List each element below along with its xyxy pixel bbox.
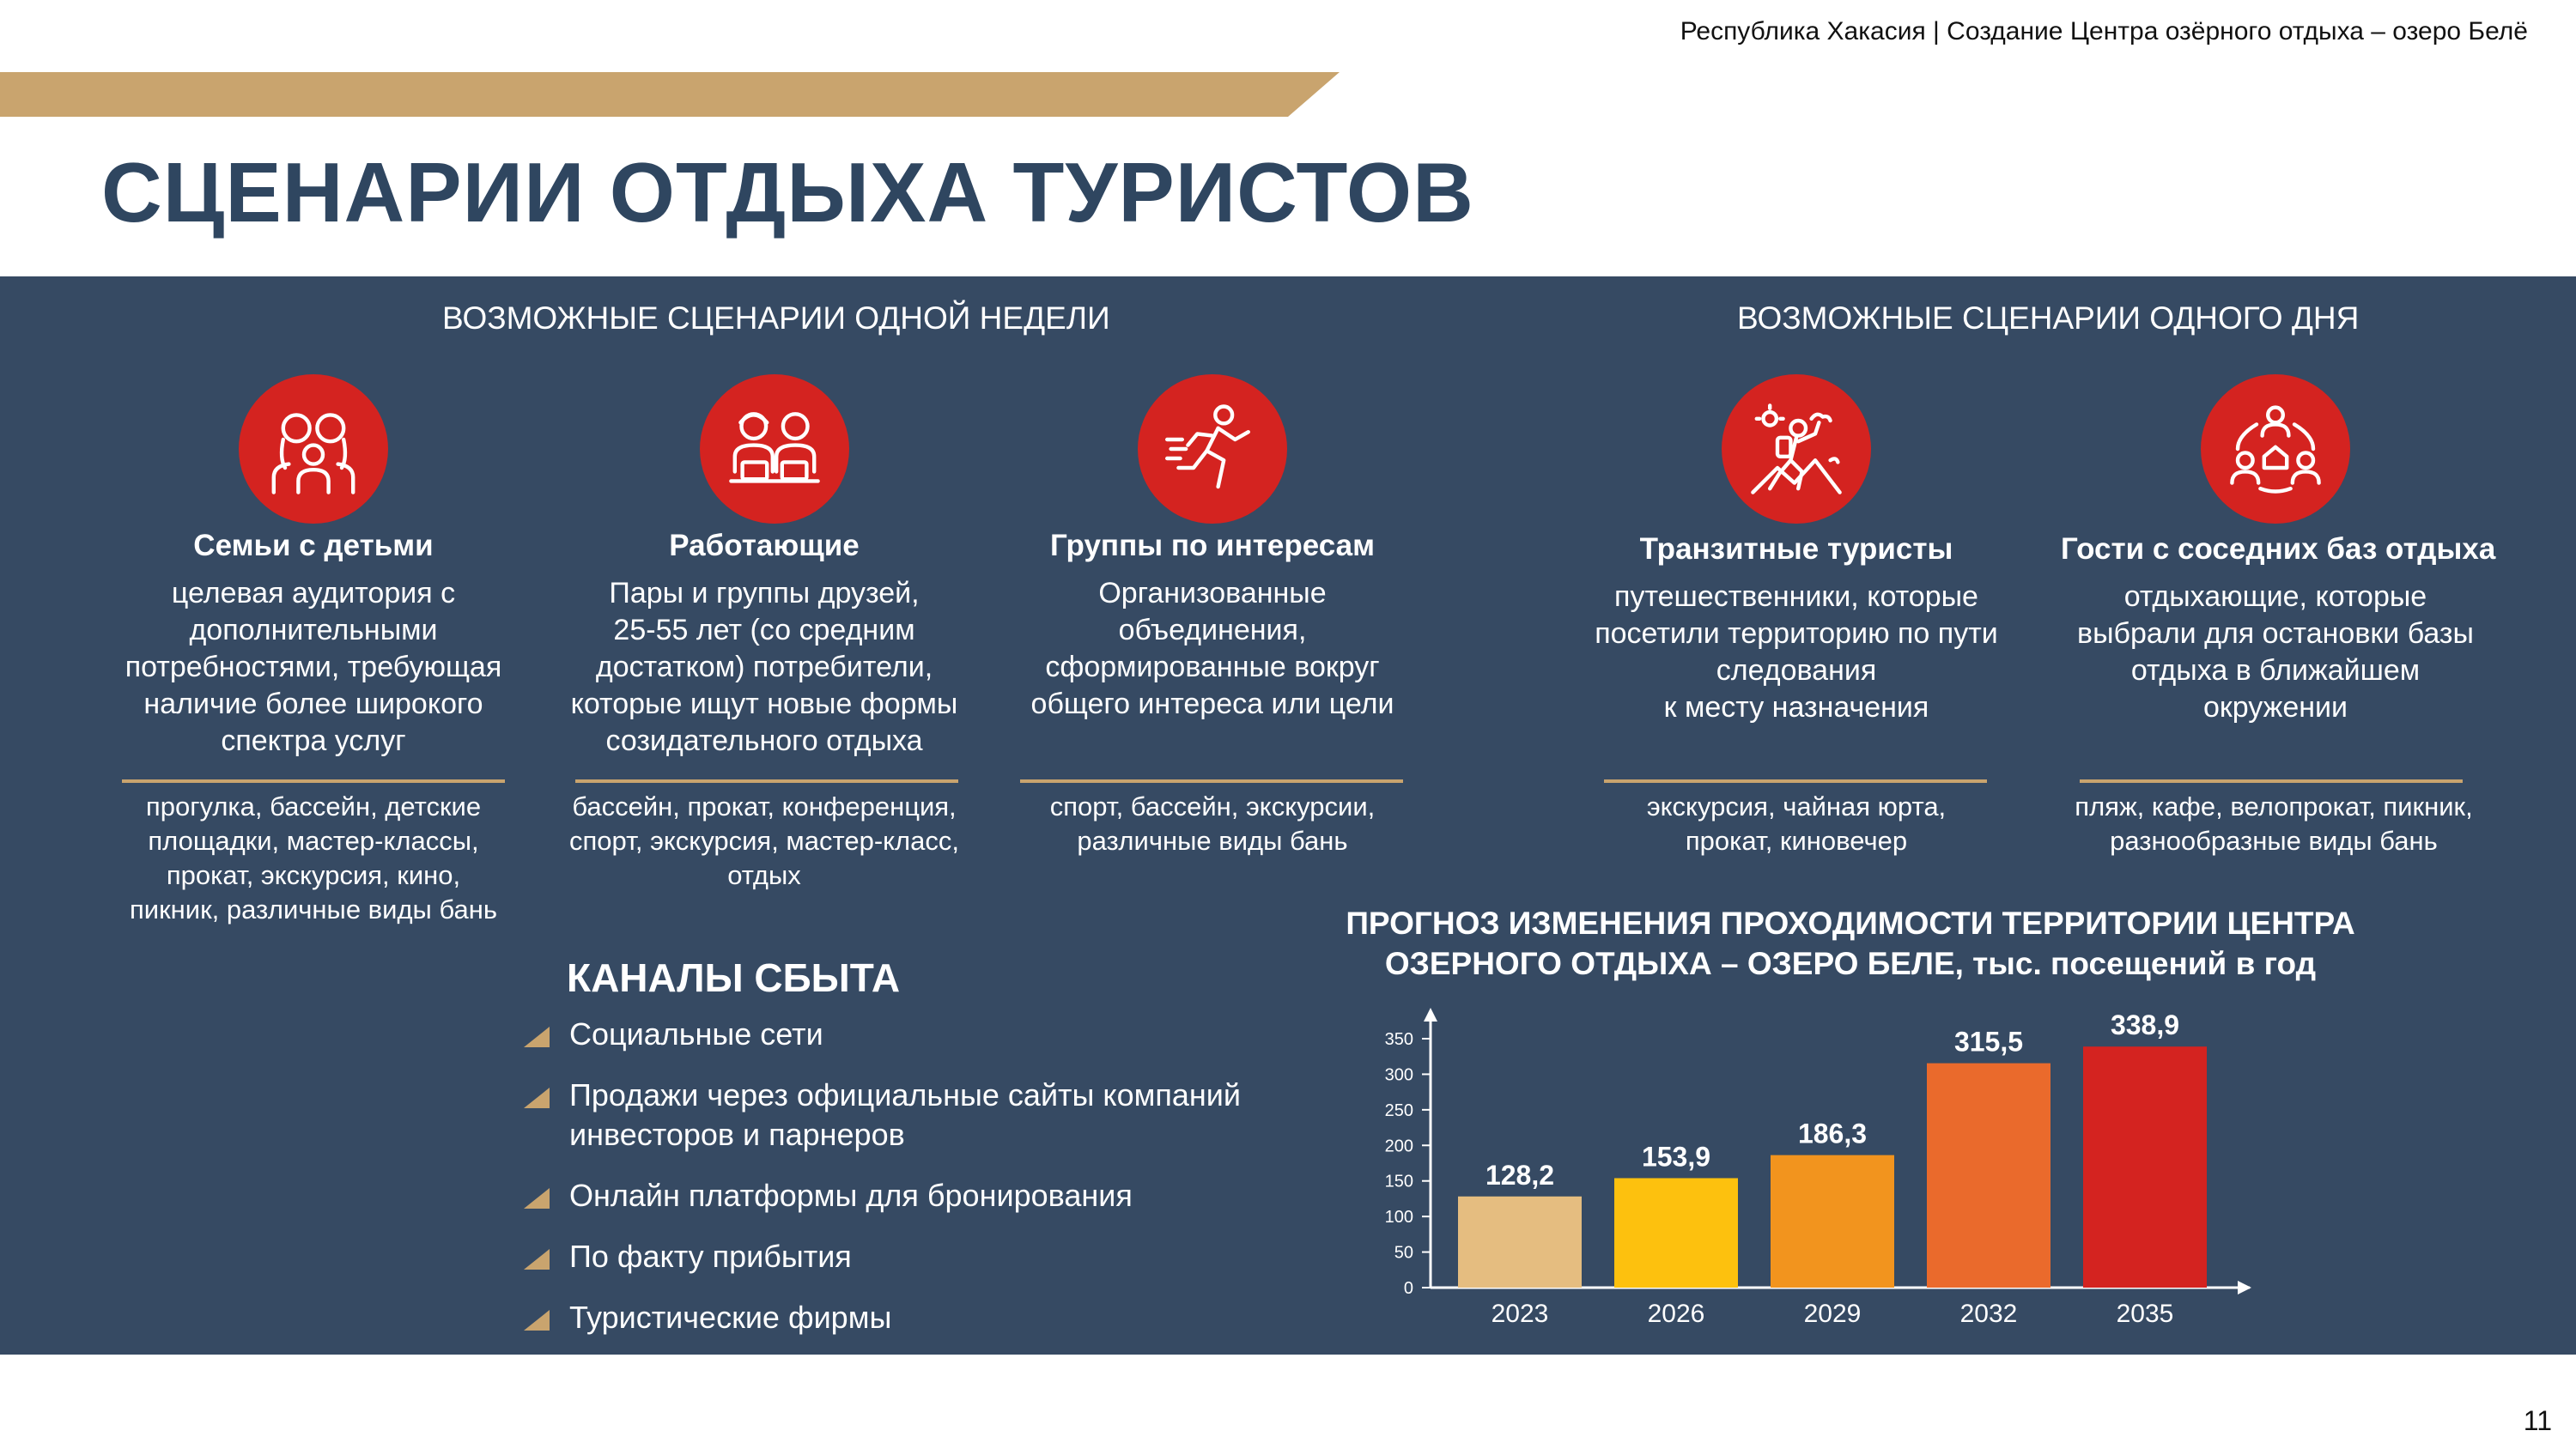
network-people-icon: [2228, 402, 2323, 496]
x-tick-label: 2032: [1959, 1300, 2018, 1328]
services-line: отдых: [727, 860, 801, 890]
bar-value-label: 186,3: [1797, 1118, 1868, 1149]
channel-item: [524, 1176, 1297, 1216]
desc-line: к месту назначения: [1663, 691, 1929, 724]
x-tick-label: 2029: [1803, 1300, 1862, 1328]
services-line: различные виды бань: [1077, 826, 1348, 856]
day-heading: ВОЗМОЖНЫЕ СЦЕНАРИИ ОДНОГО ДНЯ: [1737, 300, 2360, 336]
divider: [1604, 779, 1987, 783]
desc-line: окружении: [2202, 691, 2348, 724]
channel-line: Туристические фирмы: [569, 1300, 892, 1335]
card-description: [1006, 575, 1419, 723]
channel-item: [524, 1298, 1297, 1337]
hiker-icon-circle: [1722, 374, 1871, 524]
desc-line: Пары и группы друзей,: [609, 577, 920, 609]
bar-2035: [2083, 1046, 2207, 1288]
y-tick-label: 200: [1384, 1137, 1413, 1156]
card-description: [558, 575, 970, 760]
desc-line: Организованные: [1098, 577, 1327, 609]
hiker-icon: [1749, 402, 1844, 496]
card-families: [107, 529, 519, 760]
desc-line: 25-55 лет (со средним: [613, 614, 915, 646]
chart-title-line: ОЗЕРНОГО ОТДЫХА – ОЗЕРО БЕЛЕ, тыс. посещений в год: [1384, 946, 2317, 981]
services-line: площадки, мастер-классы,: [148, 826, 479, 856]
gold-band: [0, 72, 2576, 117]
services-line: спорт, экскурсия, мастер-класс,: [569, 826, 959, 856]
bullet-triangle-icon: [524, 1027, 550, 1047]
card-description: [2061, 579, 2490, 726]
channel-line: По факту прибытия: [569, 1239, 852, 1274]
services-line: пикник, различные виды бань: [129, 894, 498, 925]
services-interest-groups: [998, 790, 1427, 858]
divider: [1020, 779, 1403, 783]
desc-line: посетили территорию по пути: [1595, 617, 1998, 650]
channel-line: Социальные сети: [569, 1016, 823, 1052]
desc-line: общего интереса или цели: [1030, 688, 1394, 720]
desc-line: дополнительными: [189, 614, 438, 646]
desc-line: отдыха в ближайшем: [2130, 654, 2421, 687]
x-tick-label: 2023: [1491, 1300, 1549, 1328]
y-tick-label: 0: [1403, 1279, 1413, 1298]
desc-line: следования: [1716, 654, 1877, 687]
document-header: Республика Хакасия | Создание Центра озёрного отдыха – озеро Белё: [1680, 17, 2528, 45]
chart-title-line: ПРОГНОЗ ИЗМЕНЕНИЯ ПРОХОДИМОСТИ ТЕРРИТОРИИ ЦЕНТРА: [1346, 906, 2355, 941]
card-transit-tourists: [1590, 532, 2002, 726]
bullet-triangle-icon: [524, 1188, 550, 1209]
page-title: СЦЕНАРИИ ОТДЫХА ТУРИСТОВ: [101, 145, 1474, 239]
card-neighbor-guests: [2061, 532, 2496, 726]
services-line: бассейн, прокат, конференция,: [572, 791, 957, 822]
bullet-triangle-icon: [524, 1310, 550, 1331]
card-title: Семьи с детьми: [193, 529, 434, 562]
divider: [2080, 779, 2463, 783]
divider: [122, 779, 505, 783]
bar-2032: [1927, 1064, 2050, 1288]
services-line: прогулка, бассейн, детские: [145, 791, 482, 822]
runner-icon: [1165, 402, 1260, 496]
page-number: 11: [2523, 1405, 2552, 1436]
services-neighbor-guests: [2050, 790, 2497, 858]
services-line: экскурсия, чайная юрта,: [1646, 791, 1947, 822]
bullet-triangle-icon: [524, 1249, 550, 1270]
services-families: [99, 790, 528, 927]
desc-line: путешественники, которые: [1614, 580, 1978, 613]
card-title: Работающие: [669, 529, 860, 562]
y-tick-label: 150: [1384, 1172, 1413, 1191]
channels-title: КАНАЛЫ СБЫТА: [567, 955, 901, 1000]
channel-line: Онлайн платформы для бронирования: [569, 1178, 1133, 1213]
bullet-triangle-icon: [524, 1088, 550, 1108]
divider: [575, 779, 958, 783]
x-tick-label: 2026: [1647, 1300, 1705, 1328]
y-axis-arrow: [1424, 1008, 1437, 1022]
services-line: прокат, экскурсия, кино,: [166, 860, 461, 890]
workers-icon: [727, 402, 822, 496]
week-heading: ВОЗМОЖНЫЕ СЦЕНАРИИ ОДНОЙ НЕДЕЛИ: [442, 300, 1110, 336]
runner-icon-circle: [1138, 374, 1287, 524]
desc-line: спектра услуг: [221, 724, 406, 757]
y-tick-label: 100: [1384, 1208, 1413, 1228]
channel-item: [524, 1015, 1297, 1054]
card-description: [107, 575, 519, 760]
bar-value-label: 128,2: [1485, 1159, 1555, 1191]
y-tick-label: 250: [1384, 1100, 1413, 1120]
card-workers: [558, 529, 970, 760]
card-description: [1590, 579, 2002, 726]
card-title: Гости с соседних баз отдыха: [2061, 532, 2496, 566]
bar-2023: [1458, 1197, 1582, 1288]
card-title: Группы по интересам: [1050, 529, 1375, 562]
desc-line: целевая аудитория с: [171, 577, 456, 609]
y-tick-label: 50: [1394, 1243, 1413, 1263]
services-line: спорт, бассейн, экскурсии,: [1049, 791, 1376, 822]
card-title: Транзитные туристы: [1639, 532, 1953, 566]
card-interest-groups: [1006, 529, 1419, 723]
desc-line: которые ищут новые формы: [570, 688, 958, 720]
services-transit-tourists: [1582, 790, 2011, 858]
desc-line: объединения,: [1118, 614, 1307, 646]
channel-item: [524, 1237, 1297, 1276]
x-axis-arrow: [2238, 1281, 2251, 1294]
services-line: прокат, киновечер: [1685, 826, 1908, 856]
channel-item: [524, 1076, 1297, 1155]
visits-bar-chart: [1357, 987, 2267, 1348]
channel-line: Продажи через официальные сайты компаний: [569, 1077, 1241, 1113]
chart-title: [1322, 903, 2379, 984]
services-line: разнообразные виды бань: [2110, 826, 2438, 856]
channel-list: [524, 1015, 1297, 1359]
gold-band-cut: [1288, 72, 2576, 117]
channel-line: инвесторов и парнеров: [569, 1117, 905, 1152]
desc-line: выбрали для остановки базы: [2077, 617, 2474, 650]
bar-value-label: 338,9: [2110, 1009, 2180, 1041]
bar-2029: [1771, 1155, 1894, 1288]
desc-line: сформированные вокруг: [1045, 651, 1380, 683]
desc-line: созидательного отдыха: [605, 724, 923, 757]
x-tick-label: 2035: [2116, 1300, 2174, 1328]
family-icon: [266, 402, 361, 496]
services-workers: [550, 790, 979, 893]
bar-value-label: 153,9: [1641, 1141, 1711, 1173]
family-icon-circle: [239, 374, 388, 524]
services-line: пляж, кафе, велопрокат, пикник,: [2075, 791, 2473, 822]
y-tick-label: 300: [1384, 1065, 1413, 1085]
bar-value-label: 315,5: [1953, 1026, 2024, 1058]
desc-line: отдыхающие, которые: [2123, 580, 2427, 613]
workers-icon-circle: [700, 374, 849, 524]
bar-2026: [1614, 1178, 1738, 1288]
y-tick-label: 350: [1384, 1030, 1413, 1049]
desc-line: потребностями, требующая: [125, 651, 502, 683]
desc-line: наличие более широкого: [143, 688, 483, 720]
desc-line: достатком) потребители,: [595, 651, 933, 683]
network-people-icon-circle: [2201, 374, 2350, 524]
